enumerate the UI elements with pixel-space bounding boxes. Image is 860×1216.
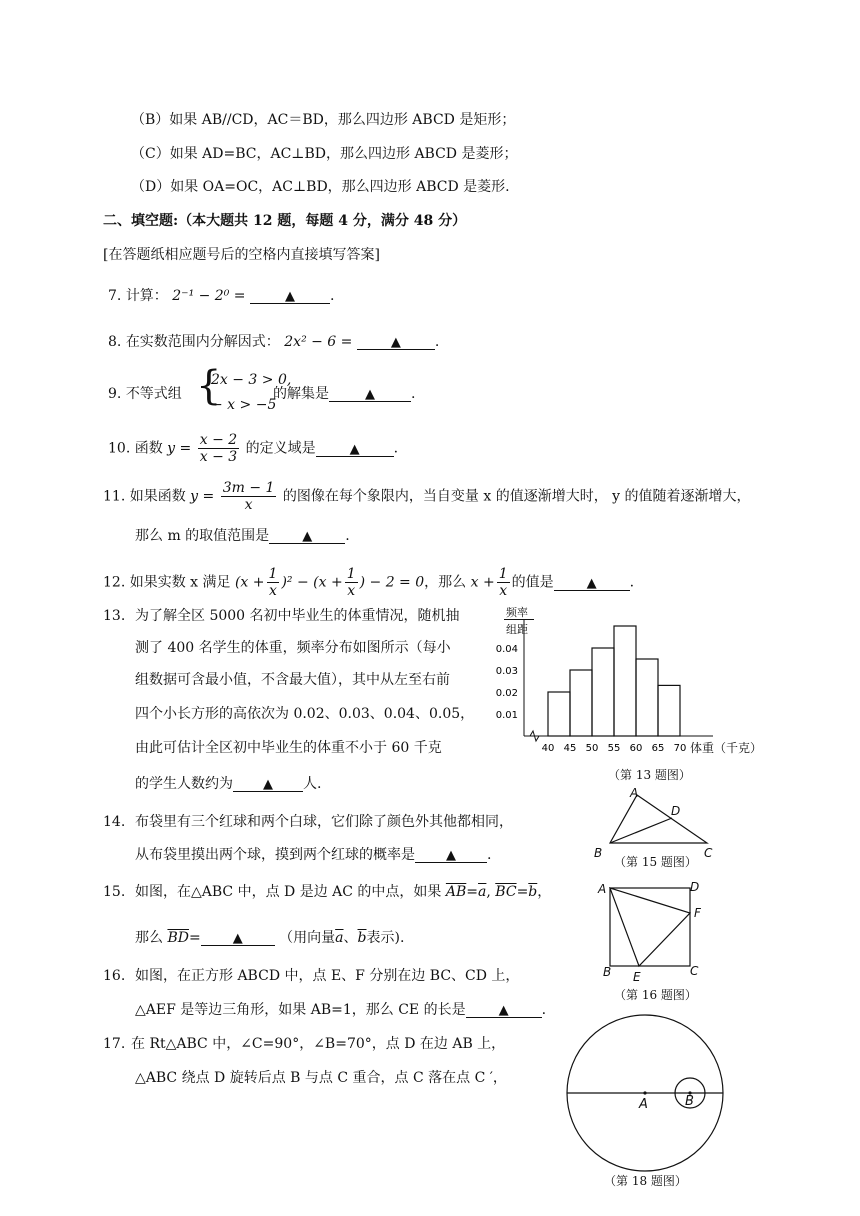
q12-frac2-n: 1 xyxy=(346,566,356,582)
q12-pre: 如果实数 x 满足 xyxy=(129,574,231,591)
figure-18 xyxy=(562,1014,728,1174)
x-tick-label: 65 xyxy=(651,743,665,754)
fig16-label-a: A xyxy=(598,882,607,896)
q12-mid: ，那么 xyxy=(424,574,467,591)
q16-line-1: 如图，在正方形 ABCD 中，点 E、F 分别在边 BC、CD 上， xyxy=(135,968,520,984)
blank-marker-icon: ▲ xyxy=(586,575,597,591)
answer-blank[interactable] xyxy=(316,439,394,457)
q12-frac1 xyxy=(267,566,280,599)
histogram-bar xyxy=(592,648,614,736)
vector-a: $\overline{a}$ xyxy=(478,884,487,900)
blank-marker-icon: ▲ xyxy=(446,848,456,863)
fig16-label-b: B xyxy=(603,965,612,979)
q12-e3: ) − 2 = 0 xyxy=(359,574,425,591)
q17-num: 17. xyxy=(103,1036,126,1052)
q13-line-1: 为了解全区 5000 名初中毕业生的体重情况，随机抽 xyxy=(135,608,460,624)
answer-blank[interactable] xyxy=(233,774,303,792)
question-11 xyxy=(103,480,751,513)
q11-num: 11. xyxy=(103,488,126,505)
q10-num: 10. xyxy=(108,440,131,457)
q11-post: 的图像在每个象限内，当自变量 x 的值逐渐增大时， y 的值随着逐渐增大， xyxy=(282,488,751,505)
fig16-label-f: F xyxy=(694,906,701,920)
blank-marker-icon: ▲ xyxy=(498,1003,509,1018)
fig15-label-c: C xyxy=(704,846,713,860)
answer-blank[interactable] xyxy=(269,526,345,544)
blank-marker-icon: ▲ xyxy=(302,529,313,544)
ylabel-top: 频率 xyxy=(506,606,528,619)
vector-b: $\overline{b}$ xyxy=(528,884,538,900)
q10-fraction xyxy=(198,432,239,465)
q12-frac1-d: x xyxy=(269,583,277,599)
q15-line-2: 那么 $\overline{BD}=$ ▲ （用向量$\overline{a}$、$\overline{b}$表示). xyxy=(135,930,405,946)
histogram-bar xyxy=(570,670,592,736)
q10-y: y = xyxy=(167,440,192,457)
x-tick-label: 70 xyxy=(673,743,687,754)
fig18-label-b: B xyxy=(685,1094,694,1109)
vector-a-2: $\overline{a}$ xyxy=(335,930,344,946)
fig16-label-e: E xyxy=(633,970,641,984)
q16-num: 16. xyxy=(103,968,126,984)
q15-l1-text: 如图，在△ABC 中，点 D 是边 AC 的中点，如果 xyxy=(135,884,442,900)
x-tick-label: 55 xyxy=(607,743,621,754)
q12-frac3 xyxy=(497,566,510,599)
q9-num: 9. xyxy=(108,386,122,402)
q14-l2-text: 从布袋里摸出两个球，摸到两个红球的概率是 xyxy=(135,847,415,863)
question-7: 7. 计算： 2⁻¹ − 2⁰ = ▲ . xyxy=(108,288,335,304)
fig13-caption: （第 13 题图） xyxy=(608,768,691,782)
answer-blank[interactable] xyxy=(329,384,411,402)
answer-blank[interactable] xyxy=(415,845,487,863)
q9-post-text: 的解集是 xyxy=(273,386,329,402)
q8-num: 8. xyxy=(108,334,122,350)
ylabel-bottom: 组距 xyxy=(506,623,528,636)
q7-expr: 2⁻¹ − 2⁰ = xyxy=(172,288,246,304)
q12-frac3-n: 1 xyxy=(498,566,508,582)
q13-num: 13. xyxy=(103,608,126,624)
q14-num: 14. xyxy=(103,814,126,830)
q13-line-6 xyxy=(135,774,321,794)
blank-marker-icon: ▲ xyxy=(390,335,401,350)
fig15-label-a: A xyxy=(630,786,639,800)
question-10: 10. 函数 y = $\frac{x - 2}{x - 3}$ 的定义域是 ▲ . xyxy=(108,432,399,465)
q12-frac2 xyxy=(345,566,358,599)
q12-e1: (x + xyxy=(234,574,265,591)
q9-line1: 2x − 3 > 0, xyxy=(211,372,292,388)
answer-blank[interactable] xyxy=(554,573,630,591)
ylabel-fraction-bar xyxy=(504,619,534,620)
blank-marker-icon: ▲ xyxy=(349,441,360,457)
section-title: 二、填空题:（本大题共 12 题，每题 4 分，满分 48 分） xyxy=(103,213,467,229)
q11-numerator: 3m − 1 xyxy=(222,480,275,496)
x-tick-label: 45 xyxy=(563,743,577,754)
q10-denominator: x − 3 xyxy=(199,449,238,465)
y-tick-label: 0.01 xyxy=(495,710,518,721)
x-tick-label: 40 xyxy=(541,743,555,754)
xlabel: 体重（千克） xyxy=(690,741,763,755)
fig18-label-a: A xyxy=(639,1097,648,1112)
histogram-bar xyxy=(548,692,570,736)
q15-line-1: 如图，在△ABC 中，点 D 是边 AC 的中点，如果 $\overline{AB}=\overline{a}$, $\overline{BC}=\overline{b}$， xyxy=(135,884,552,900)
blank-marker-icon: ▲ xyxy=(232,931,243,946)
q13-last-post: 人. xyxy=(303,776,322,792)
question-8: 8. 在实数范围内分解因式： 2x² − 6 = ▲ . xyxy=(108,334,440,350)
option-c: （C）如果 AD=BC，AC⊥BD，那么四边形 ABCD 是菱形； xyxy=(131,146,518,162)
fig15-caption: （第 15 题图） xyxy=(614,855,697,869)
q17-line-2: △ABC 绕点 D 旋转后点 B 与点 C 重合，点 C 落在点 C ′， xyxy=(135,1070,507,1086)
q12-frac2-d: x xyxy=(347,583,356,599)
center-point-a xyxy=(643,1091,646,1094)
question-12: 12. 如果实数 x 满足 (x + $\frac{1}{x}$ )² − (x + $\frac{1}{x}$ ) − 2 = 0，那么 x + $\frac{1}{x}$ 的值是 ▲ . xyxy=(103,566,635,599)
q12-frac1-n: 1 xyxy=(268,566,278,582)
q11-line2: 那么 m 的取值范围是 ▲ . xyxy=(135,528,350,544)
answer-blank[interactable] xyxy=(250,286,330,304)
histogram-bar xyxy=(614,626,636,736)
fig18-caption: （第 18 题图） xyxy=(604,1174,687,1188)
vector-b-2: $\overline{b}$ xyxy=(357,930,367,946)
q13-line-4: 四个小长方形的高依次为 0.02、0.03、0.04、0.05， xyxy=(135,706,475,722)
q13-line-3: 组数据可含最小值，不含最大值），其中从左至右前 xyxy=(135,672,450,688)
q11-fraction xyxy=(221,480,277,513)
q13-last-pre: 的学生人数约为 xyxy=(135,776,233,792)
vector-bc: $\overline{BC}$ xyxy=(495,884,517,900)
q9-line2: − x > −5 xyxy=(211,397,277,413)
q16-l2-text: △AEF 是等边三角形，如果 AB=1，那么 CE 的长是 xyxy=(135,1002,466,1018)
vector-bd: $\overline{BD}$ xyxy=(167,930,189,946)
histogram-chart xyxy=(488,600,778,760)
q14-line-1: 布袋里有三个红球和两个白球，它们除了颜色外其他都相同， xyxy=(135,814,513,830)
answer-blank[interactable] xyxy=(201,928,275,946)
section-note: [在答题纸相应题号后的空格内直接填写答案] xyxy=(103,247,380,263)
q12-frac3-d: x xyxy=(499,583,508,599)
q10-numerator: x − 2 xyxy=(199,432,238,448)
q15-l2end: 表示). xyxy=(366,930,405,946)
segment-bd xyxy=(610,818,672,843)
blank-marker-icon: ▲ xyxy=(284,289,295,304)
answer-blank[interactable] xyxy=(357,332,435,350)
q14-line-2: 从布袋里摸出两个球，摸到两个红球的概率是 ▲ . xyxy=(135,847,492,863)
q12-e2: )² − (x + xyxy=(281,574,343,591)
triangle-abc xyxy=(610,795,707,843)
q12-num: 12. xyxy=(103,574,126,591)
q9-post: 的解集是 ▲ . xyxy=(273,386,416,402)
fig15-label-d: D xyxy=(671,804,681,818)
fig16-caption: （第 16 题图） xyxy=(614,988,697,1002)
y-tick-label: 0.02 xyxy=(495,688,518,699)
q9-pre: 不等式组 xyxy=(125,386,182,402)
fig15-label-b: B xyxy=(594,846,603,860)
q13-line-2: 测了 400 名学生的体重，频率分布如图所示（每小 xyxy=(135,640,451,656)
vector-ab: $\overline{AB}$ xyxy=(445,884,467,900)
q15-num: 15. xyxy=(103,884,126,900)
q11-y: y = xyxy=(190,488,215,505)
q8-text: 在实数范围内分解因式： xyxy=(125,334,280,350)
brace-icon: { xyxy=(196,363,222,409)
question-9 xyxy=(108,384,182,404)
q11-pre: 如果函数 xyxy=(129,488,186,505)
q10-pre: 函数 xyxy=(134,440,163,457)
q16-line-2: △AEF 是等边三角形，如果 AB=1，那么 CE 的长是 ▲ . xyxy=(135,1002,547,1018)
q7-num: 7. xyxy=(108,288,122,304)
q11-denominator: x xyxy=(244,497,253,513)
fig16-label-d: D xyxy=(690,880,700,894)
figure-16 xyxy=(595,880,705,975)
q7-text: 计算： xyxy=(125,288,168,304)
triangle-aef xyxy=(610,888,690,966)
q12-e4: x + xyxy=(470,574,495,591)
blank-marker-icon: ▲ xyxy=(263,777,273,792)
q11-l2-text: 那么 m 的取值范围是 xyxy=(135,528,270,544)
fig16-label-c: C xyxy=(690,964,699,978)
figure-15 xyxy=(595,785,725,855)
histogram-bar xyxy=(658,685,680,736)
option-d: （D）如果 OA=OC，AC⊥BD，那么四边形 ABCD 是菱形. xyxy=(131,179,510,195)
q13-line-5: 由此可估计全区初中毕业生的体重不小于 60 千克 xyxy=(135,740,442,756)
answer-blank[interactable] xyxy=(466,1000,542,1018)
histogram-bar xyxy=(636,659,658,736)
q12-post: 的值是 xyxy=(511,574,554,591)
q10-post: 的定义域是 xyxy=(245,440,316,457)
y-tick-label: 0.03 xyxy=(495,666,518,677)
x-tick-label: 50 xyxy=(585,743,599,754)
q17-line-1: 在 Rt△ABC 中，∠C=90°，∠B=70°，点 D 在边 AB 上， xyxy=(131,1036,506,1052)
q15-l2pre: 那么 xyxy=(135,930,163,946)
option-b: （B）如果 AB//CD，AC＝BD，那么四边形 ABCD 是矩形； xyxy=(131,112,516,128)
q15-l2post: （用向量 xyxy=(279,930,336,946)
q8-expr: 2x² − 6 = xyxy=(284,334,353,350)
y-tick-label: 0.04 xyxy=(495,644,518,655)
blank-marker-icon: ▲ xyxy=(365,387,375,402)
x-tick-label: 60 xyxy=(629,743,643,754)
